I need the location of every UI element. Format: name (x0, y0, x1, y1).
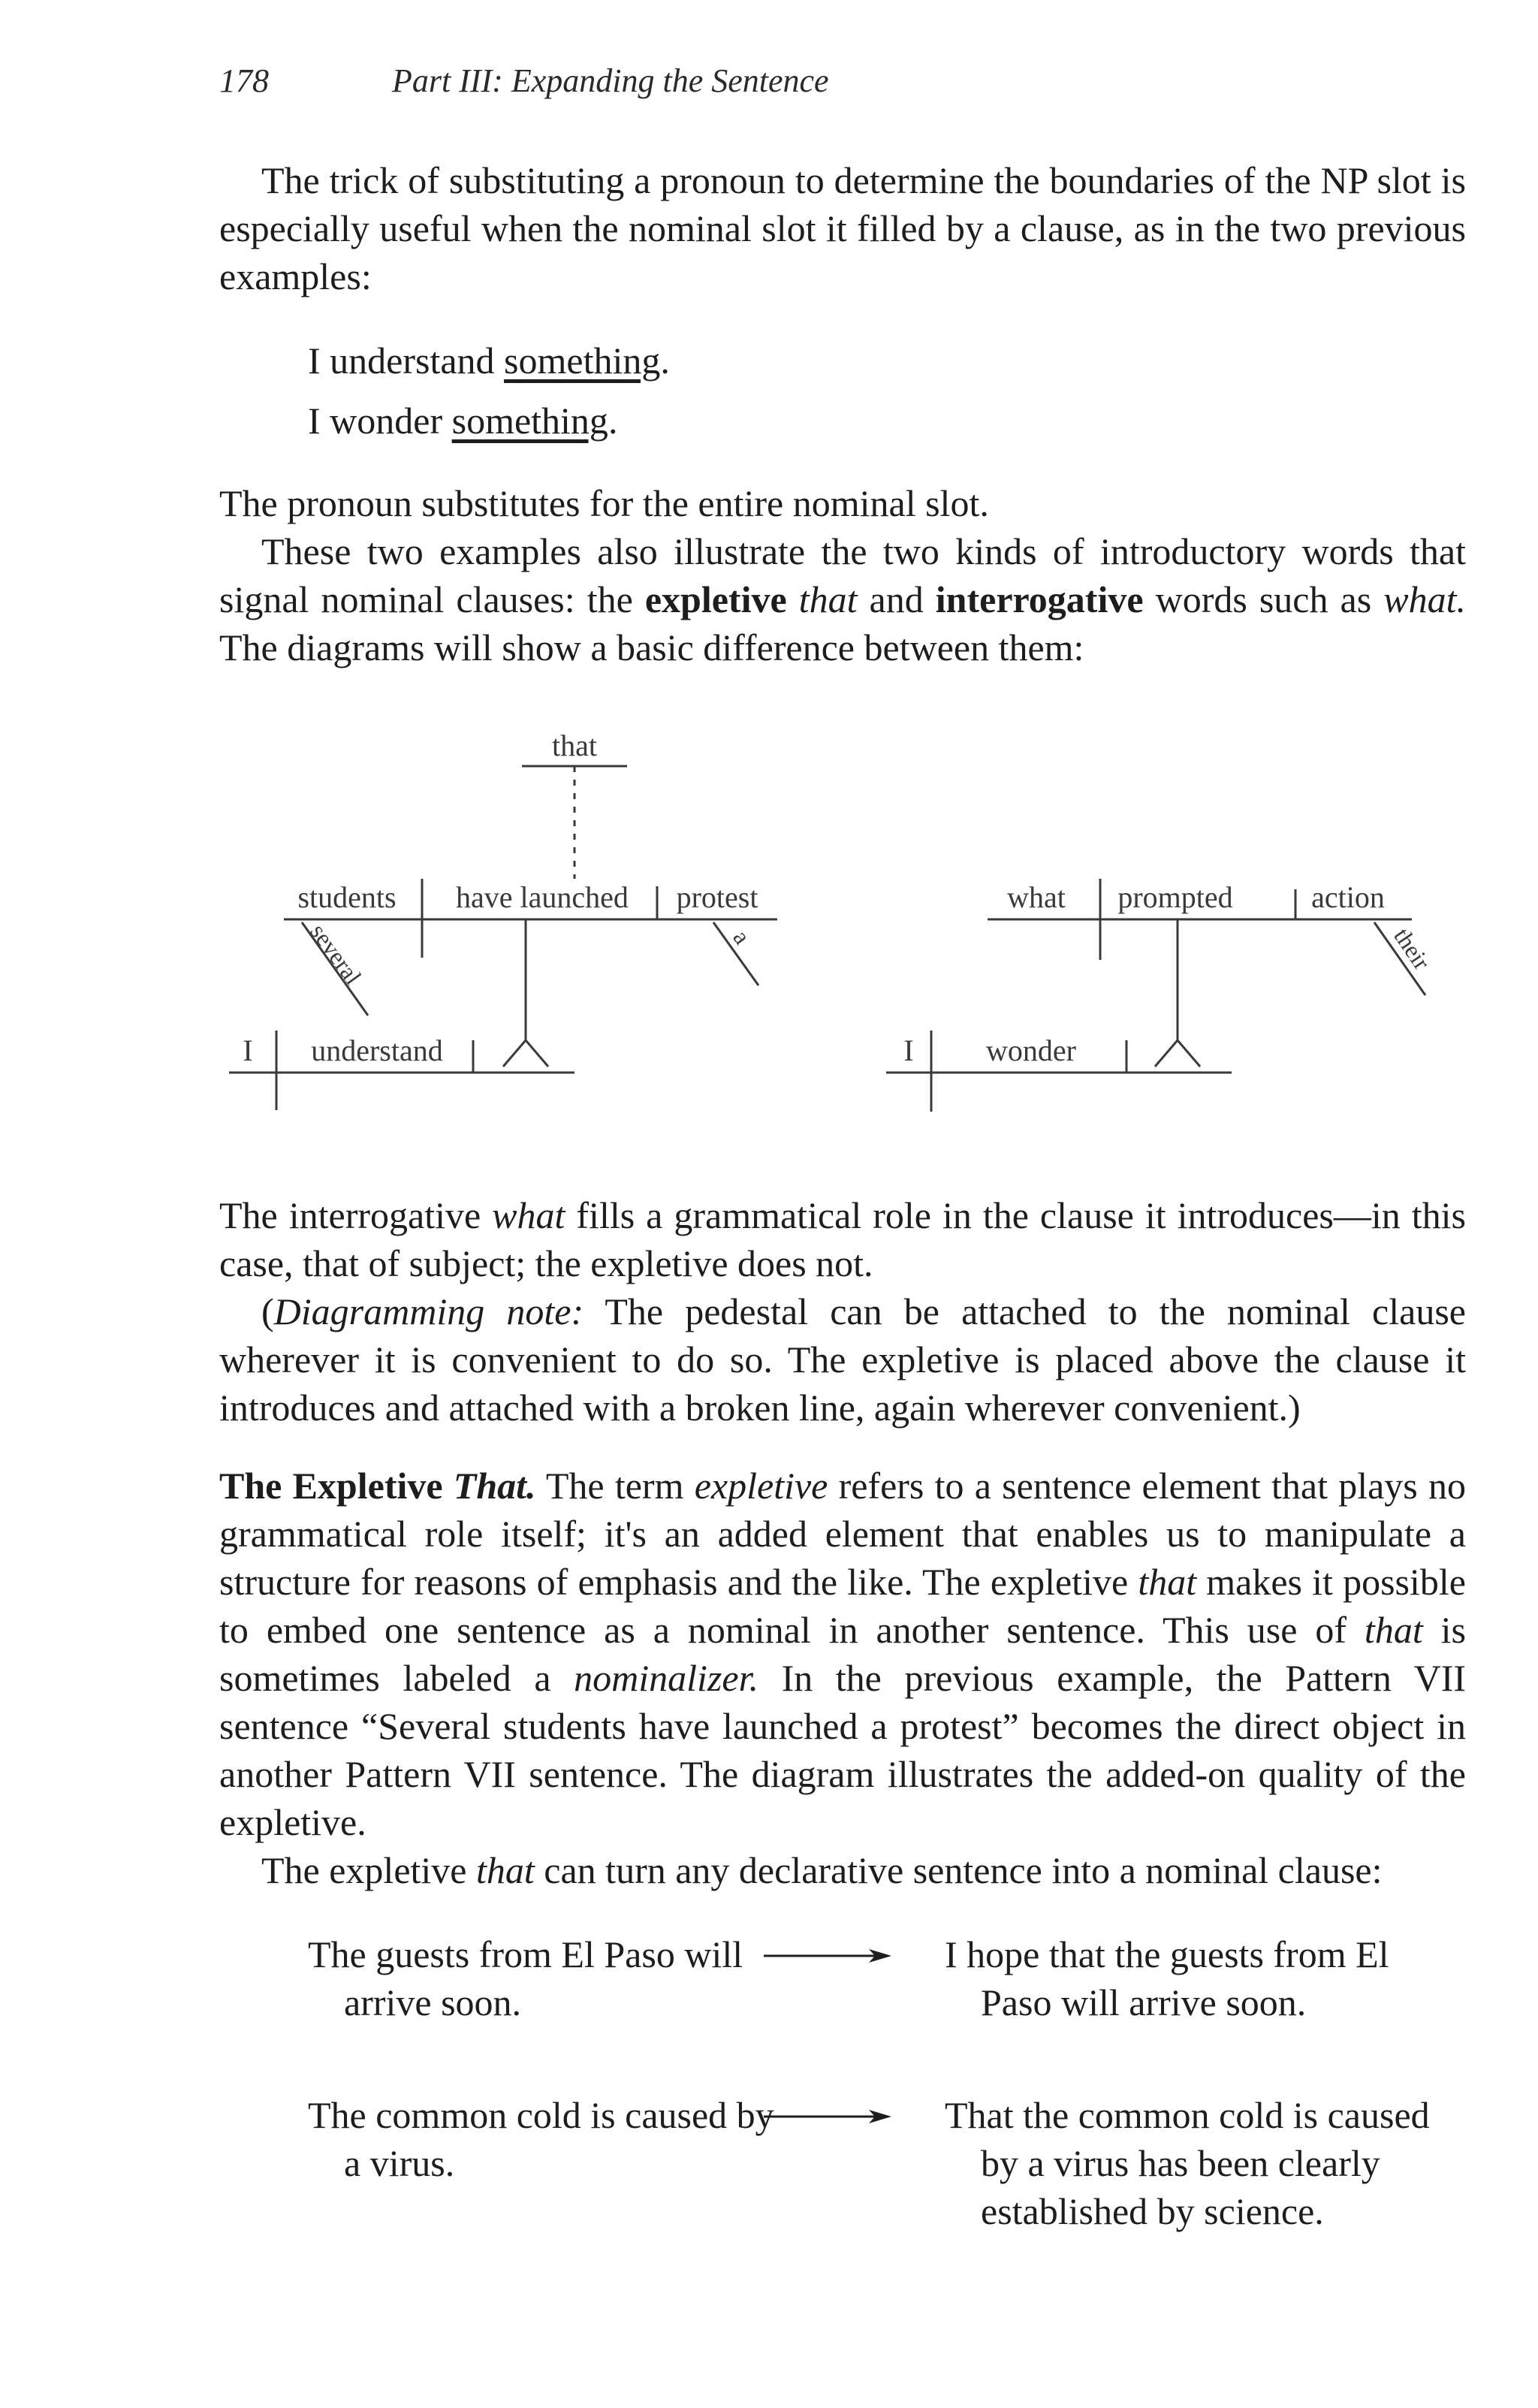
text-run: and (857, 578, 936, 620)
example-underlined: something (504, 339, 661, 382)
section-heading-italic: That. (453, 1465, 536, 1507)
diagram-subject-what: what (1007, 880, 1066, 914)
transform-source-1: The guests from El Paso will arrive soon. (308, 1933, 743, 2023)
transform-result-1: I hope that the guests from El Paso will arrive soon. (945, 1933, 1389, 2023)
text-run: words such as (1143, 578, 1384, 620)
example-text: I wonder (308, 400, 452, 442)
arrow-right-icon (762, 1947, 897, 1965)
text-run: is sometimes labeled a (219, 1609, 1466, 1699)
term-that: that (1138, 1561, 1197, 1603)
text-run: refers to a sentence element that plays no grammatical role itself; it's an added element that enables us to manipulate a structure for reasons of emphasis and the like. The expletive (219, 1465, 1466, 1603)
diagram-object-protest: protest (676, 880, 758, 914)
term-interrogative: interrogative (935, 578, 1144, 620)
text-run: can turn any declarative sentence into a nominal clause: (534, 1849, 1383, 1891)
diagram-subject-students: students (297, 880, 397, 914)
text-run: The term (535, 1465, 695, 1507)
term-nominalizer: nominalizer. (574, 1657, 758, 1699)
running-title: Part III: Expanding the Sentence (392, 62, 829, 99)
term-that: that (798, 578, 858, 620)
term-expletive: expletive (694, 1465, 828, 1507)
text-run: The interrogative (219, 1194, 493, 1236)
pedestal-leg-left (503, 1040, 526, 1067)
pedestal-leg-right (526, 1040, 548, 1067)
term-that: that (476, 1849, 535, 1891)
section-expletive-that (219, 1462, 1466, 1846)
diagram-expletive-that: that (552, 729, 597, 762)
paragraph-declarative (219, 1846, 1466, 1894)
diagram-right (886, 879, 1436, 1112)
diagram-modifier-a: a (728, 924, 756, 949)
text-run: The expletive (261, 1849, 476, 1891)
term-what: what. (1383, 578, 1466, 620)
paragraph-diagramming-note (219, 1287, 1466, 1432)
example-punct: . (608, 400, 618, 442)
diagram-main-subject-i: I (243, 1034, 253, 1067)
diagram-left (229, 729, 777, 1110)
diagram-verb-prompted: prompted (1117, 880, 1233, 914)
example-text: I understand (308, 339, 505, 382)
example-punct: . (660, 339, 670, 382)
diagram-modifier-their: their (1389, 922, 1436, 975)
text-run: makes it possible to embed one sentence as a nominal in another sentence. This use of (219, 1561, 1466, 1651)
label-diagramming-note: Diagramming note: (273, 1290, 584, 1332)
text-run: The pedestal can be attached to the nominal clause wherever it is convenient to do so. The expletive is placed above the clause it introduces and attached with a broken line, again wherever convenient.) (219, 1290, 1466, 1429)
arrow-right-icon (762, 2108, 897, 2126)
text-run: In the previous example, the Pattern VII sentence “Several students have launched a protest” becomes the direct object in another Pattern VII sentence. The diagram illustrates the added-on quality of the expletive. (219, 1657, 1466, 1843)
text-run: ( (261, 1290, 274, 1332)
term-what: what (492, 1194, 565, 1236)
term-that: that (1364, 1609, 1423, 1651)
paragraph-interrogative (219, 1191, 1466, 1287)
text-run: These two examples also illustrate the two kinds of introductory words that signal nominal clauses: the (219, 530, 1466, 620)
diagram-main-subject-i: I (903, 1034, 914, 1067)
diagram-main-verb-wonder: wonder (986, 1034, 1076, 1067)
diagram-main-verb-understand: understand (311, 1034, 443, 1067)
pedestal-leg-right (1178, 1040, 1200, 1067)
text-run: The diagrams will show a basic difference between them: (219, 626, 1084, 668)
sentence-diagrams (0, 0, 1538, 1172)
transform-result-2: That the common cold is caused by a virus has been clearly established by science. (945, 2094, 1430, 2232)
transform-source-2: The common cold is caused by a virus. (308, 2094, 774, 2184)
diagram-object-action: action (1311, 880, 1385, 914)
paragraph-intro: The trick of substituting a pronoun to determine the boundaries of the NP slot is especially useful when the nominal slot it filled by a clause, as in the two previous examples: (219, 159, 1466, 297)
section-heading: The Expletive (219, 1465, 454, 1507)
example-underlined: something (451, 400, 608, 442)
diagram-modifier-several: several (305, 918, 367, 990)
pedestal-leg-left (1155, 1040, 1178, 1067)
term-expletive: expletive (644, 578, 787, 620)
paragraph-pronoun: The pronoun substitutes for the entire nominal slot. (219, 482, 989, 524)
diagram-verb-have-launched: have launched (456, 880, 629, 914)
text-run: fills a grammatical role in the clause it introduces—in this case, that of subject; the expletive does not. (219, 1194, 1467, 1284)
page-number: 178 (219, 62, 269, 99)
